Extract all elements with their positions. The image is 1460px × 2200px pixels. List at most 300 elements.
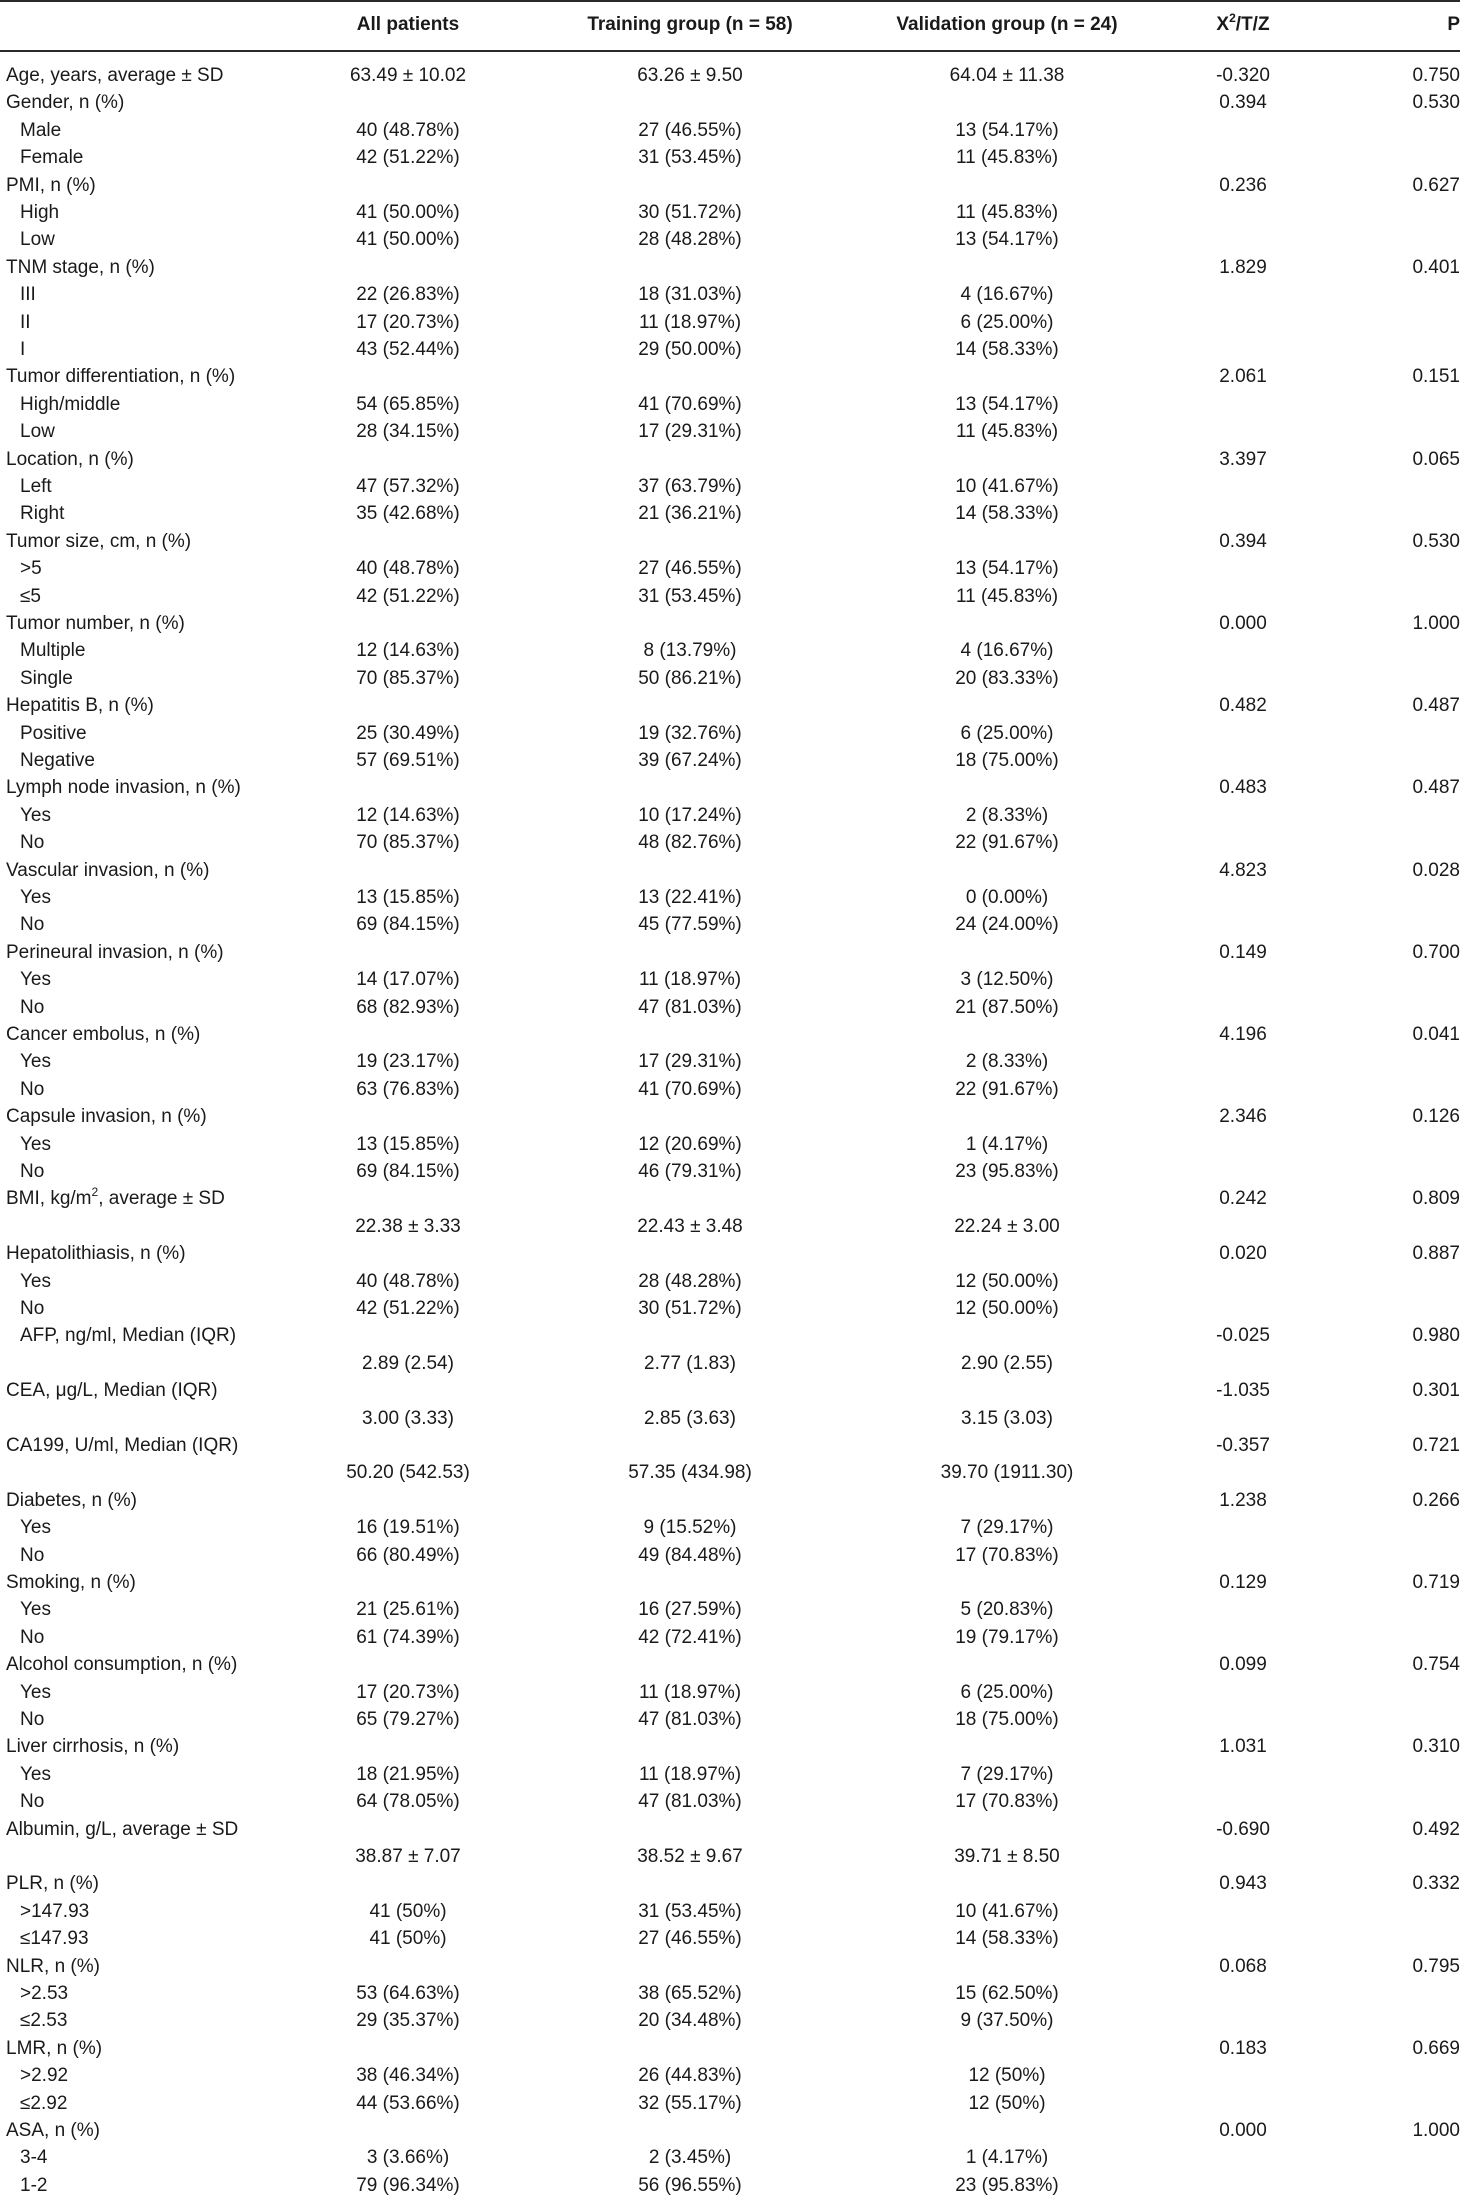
- table-row: [0, 555, 1460, 582]
- row-label: Yes: [20, 969, 51, 991]
- row-label: Negative: [20, 750, 95, 771]
- cell-validation: 18 (75.00%): [955, 750, 1059, 771]
- cell-statistic: 0.149: [1219, 941, 1267, 963]
- cell-training: 18 (31.03%): [638, 284, 742, 306]
- cell-training: 47 (81.03%): [638, 996, 742, 1018]
- cell-training: 28 (48.28%): [638, 1270, 742, 1292]
- cell-all-patients: 35 (42.68%): [356, 503, 460, 525]
- cell-validation: 4 (16.67%): [960, 640, 1054, 662]
- cell-training: 2 (3.45%): [648, 2147, 732, 2169]
- row-label: Capsule invasion, n (%): [6, 1106, 207, 1128]
- row-label: Cancer embolus, n (%): [6, 1024, 201, 1045]
- cell-statistic: 0.483: [1219, 777, 1267, 799]
- cell-training: 48 (82.76%): [638, 832, 742, 854]
- row-label: No: [20, 996, 45, 1018]
- cell-all-patients: 12 (14.63%): [356, 804, 460, 826]
- table-row: [0, 692, 1460, 719]
- cell-statistic: 0.000: [1219, 613, 1267, 634]
- cell-training: 10 (17.24%): [638, 804, 742, 826]
- row-label: Vascular invasion, n (%): [6, 859, 210, 881]
- cell-training: 38 (65.52%): [638, 1983, 742, 2004]
- cell-all-patients: 63.49 ± 10.02: [349, 65, 467, 86]
- cell-all-patients: 25 (30.49%): [356, 722, 460, 744]
- cell-validation: 13 (54.17%): [955, 393, 1059, 415]
- cell-validation: 11 (45.83%): [955, 202, 1059, 223]
- cell-training: 37 (63.79%): [638, 476, 742, 497]
- cell-all-patients: 40 (48.78%): [356, 1270, 460, 1292]
- cell-validation: 6 (25.00%): [960, 311, 1054, 333]
- cell-all-patients: 19 (23.17%): [356, 1051, 460, 1073]
- cell-all-patients: 61 (74.39%): [356, 1626, 460, 1648]
- cell-training: 46 (79.31%): [638, 1161, 742, 1182]
- cell-p-value: 0.721: [1412, 1435, 1460, 1456]
- cell-training: 12 (20.69%): [638, 1133, 742, 1155]
- row-label: AFP, ng/ml, Median (IQR): [20, 1325, 237, 1347]
- row-label: Female: [20, 147, 84, 169]
- cell-training: 17 (29.31%): [638, 1051, 742, 1073]
- cell-statistic: -1.035: [1216, 1380, 1270, 1402]
- cell-training: 49 (84.48%): [638, 1544, 742, 1566]
- row-label: Tumor number, n (%): [6, 613, 185, 634]
- cell-p-value: 0.487: [1412, 695, 1460, 717]
- cell-p-value: 0.669: [1412, 2037, 1460, 2059]
- header-rule: [0, 50, 1460, 52]
- cell-p-value: 1.000: [1412, 2120, 1460, 2141]
- cell-statistic: -0.025: [1216, 1325, 1270, 1347]
- table-row: [0, 336, 1460, 363]
- cell-statistic: -0.690: [1216, 1818, 1270, 1840]
- table-row: [0, 857, 1460, 884]
- table-row: [0, 774, 1460, 801]
- cell-statistic: -0.320: [1216, 65, 1270, 86]
- cell-statistic: 0.394: [1219, 92, 1267, 114]
- cell-training: 11 (18.97%): [638, 969, 742, 991]
- row-label: ≤147.93: [20, 1928, 89, 1950]
- cell-p-value: 0.530: [1412, 92, 1460, 114]
- table-row: [0, 528, 1460, 555]
- cell-all-patients: 16 (19.51%): [356, 1517, 460, 1539]
- cell-p-value: 0.809: [1412, 1188, 1460, 1210]
- cell-all-patients: 2.89 (2.54): [362, 1352, 454, 1374]
- row-label: No: [20, 1626, 45, 1648]
- row-label: 1-2: [20, 2174, 48, 2196]
- cell-training: 11 (18.97%): [638, 1763, 742, 1785]
- cell-validation: 24 (24.00%): [955, 914, 1059, 936]
- cell-training: 27 (46.55%): [638, 558, 742, 580]
- cell-validation: 17 (70.83%): [955, 1544, 1059, 1566]
- row-label: >2.53: [20, 1983, 69, 2004]
- cell-p-value: 0.719: [1412, 1572, 1460, 1593]
- cell-p-value: 0.332: [1412, 1873, 1460, 1895]
- cell-statistic: 0.099: [1219, 1654, 1267, 1676]
- table-row: [0, 117, 1460, 144]
- cell-all-patients: 42 (51.22%): [356, 1298, 460, 1319]
- cell-validation: 1 (4.17%): [965, 2147, 1049, 2169]
- row-label: Yes: [20, 1517, 51, 1539]
- row-label: Tumor differentiation, n (%): [6, 366, 236, 388]
- cell-all-patients: 54 (65.85%): [356, 393, 460, 415]
- cell-validation: 13 (54.17%): [955, 119, 1059, 141]
- cell-p-value: 0.795: [1412, 1955, 1460, 1977]
- row-label: No: [20, 914, 45, 936]
- row-label: Yes: [20, 1763, 51, 1785]
- row-label: Gender, n (%): [6, 92, 125, 114]
- row-label: Yes: [20, 887, 51, 908]
- cell-training: 63.26 ± 9.50: [637, 65, 743, 86]
- row-label: No: [20, 1544, 45, 1566]
- cell-statistic: 0.242: [1219, 1188, 1267, 1210]
- row-label: Low: [20, 229, 55, 251]
- cell-statistic: 4.196: [1219, 1024, 1267, 1045]
- table-row: [0, 500, 1460, 527]
- row-label: No: [20, 1709, 45, 1730]
- cell-training: 47 (81.03%): [638, 1709, 742, 1730]
- cell-validation: 13 (54.17%): [955, 229, 1059, 251]
- cell-validation: 3.15 (3.03): [961, 1407, 1053, 1429]
- table-row: [0, 473, 1460, 500]
- cell-p-value: 0.750: [1412, 65, 1460, 86]
- table-row: [0, 665, 1460, 692]
- table-row: [0, 911, 1460, 938]
- table-row: [0, 1185, 1460, 1212]
- cell-all-patients: 38 (46.34%): [356, 2065, 460, 2087]
- cell-p-value: 1.000: [1412, 613, 1460, 634]
- cell-all-patients: 63 (76.83%): [356, 1078, 460, 1100]
- cell-all-patients: 41 (50%): [369, 1928, 447, 1950]
- cell-statistic: 0.183: [1219, 2037, 1267, 2059]
- table-row: [0, 966, 1460, 993]
- row-label: II: [20, 311, 31, 333]
- cell-training: 41 (70.69%): [638, 393, 742, 415]
- cell-all-patients: 41 (50.00%): [356, 229, 460, 251]
- row-label: Left: [20, 476, 52, 497]
- cell-training: 16 (27.59%): [638, 1599, 742, 1621]
- table-row: [0, 62, 1460, 89]
- row-label: ≤2.92: [20, 2092, 68, 2114]
- table-row: [0, 1569, 1460, 1596]
- cell-all-patients: 21 (25.61%): [356, 1599, 460, 1621]
- cell-statistic: 0.482: [1219, 695, 1267, 717]
- cell-training: 13 (22.41%): [638, 887, 742, 908]
- table-row: [0, 1624, 1460, 1651]
- cell-all-patients: 3.00 (3.33): [362, 1407, 454, 1429]
- table-row: [0, 1733, 1460, 1760]
- cell-statistic: 3.397: [1219, 448, 1267, 470]
- cell-all-patients: 40 (48.78%): [356, 558, 460, 580]
- table-row: [0, 1021, 1460, 1048]
- table-row: [0, 1788, 1460, 1815]
- table-row: [0, 2172, 1460, 2199]
- row-label: Lymph node invasion, n (%): [6, 777, 241, 799]
- cell-validation: 12 (50%): [968, 2065, 1046, 2087]
- row-label: Yes: [20, 1681, 51, 1703]
- cell-p-value: 0.980: [1412, 1325, 1460, 1347]
- cell-validation: 21 (87.50%): [955, 996, 1059, 1018]
- cell-statistic: 0.000: [1219, 2120, 1267, 2141]
- table-row: [0, 1651, 1460, 1678]
- cell-statistic: -0.357: [1216, 1435, 1270, 1456]
- cell-validation: 7 (29.17%): [960, 1517, 1054, 1539]
- table-row: [0, 1131, 1460, 1158]
- row-label: Diabetes, n (%): [6, 1489, 137, 1511]
- row-label: Multiple: [20, 640, 86, 662]
- cell-training: 47 (81.03%): [638, 1791, 742, 1813]
- row-label: Hepatolithiasis, n (%): [6, 1243, 186, 1265]
- table-row: [0, 363, 1460, 390]
- cell-validation: 2 (8.33%): [965, 1051, 1049, 1073]
- table-row: [0, 1514, 1460, 1541]
- cell-p-value: 0.754: [1412, 1654, 1460, 1676]
- cell-validation: 39.71 ± 8.50: [954, 1846, 1060, 1867]
- row-label: No: [20, 1298, 45, 1319]
- row-label: PLR, n (%): [6, 1873, 99, 1895]
- table-row: [0, 254, 1460, 281]
- cell-all-patients: 17 (20.73%): [356, 311, 460, 333]
- cell-validation: 22 (91.67%): [955, 832, 1059, 854]
- cell-validation: 1 (4.17%): [965, 1133, 1049, 1155]
- cell-training: 42 (72.41%): [638, 1626, 742, 1648]
- row-label: Yes: [20, 1051, 51, 1073]
- cell-all-patients: 47 (57.32%): [356, 476, 460, 497]
- cell-training: 26 (44.83%): [638, 2065, 742, 2087]
- cell-p-value: 0.700: [1412, 941, 1460, 963]
- cell-all-patients: 14 (17.07%): [356, 969, 460, 991]
- row-label: III: [20, 284, 36, 306]
- cell-all-patients: 41 (50.00%): [356, 202, 460, 223]
- header-statistic: $X^2/T/Z$: [1216, 11, 1270, 35]
- row-label: Tumor size, cm, n (%): [6, 530, 192, 552]
- cell-training: 30 (51.72%): [638, 1298, 742, 1319]
- cell-training: 50 (86.21%): [638, 667, 742, 689]
- cell-p-value: 0.310: [1412, 1736, 1460, 1758]
- table-row: [0, 418, 1460, 445]
- cell-p-value: 0.887: [1412, 1243, 1460, 1265]
- cell-statistic: 1.031: [1219, 1736, 1267, 1758]
- header-p-value: P: [1447, 14, 1460, 35]
- cell-p-value: 0.487: [1412, 777, 1460, 799]
- table-row: [0, 1158, 1460, 1185]
- row-label: Yes: [20, 1133, 51, 1155]
- cell-training: 17 (29.31%): [638, 421, 742, 443]
- table-row: [0, 1377, 1460, 1404]
- row-label: Smoking, n (%): [6, 1572, 136, 1593]
- row-label: ASA, n (%): [6, 2120, 100, 2141]
- row-label: 3-4: [20, 2147, 48, 2169]
- cell-validation: 17 (70.83%): [955, 1791, 1059, 1813]
- table-row: [0, 2090, 1460, 2117]
- table-row: [0, 2007, 1460, 2034]
- table-row: [0, 583, 1460, 610]
- header-row: [0, 11, 1460, 38]
- table-row: [0, 1240, 1460, 1267]
- cell-statistic: 0.236: [1219, 174, 1267, 196]
- table-row: [0, 1268, 1460, 1295]
- cell-statistic: 1.829: [1219, 256, 1267, 278]
- cell-all-patients: 22 (26.83%): [356, 284, 460, 306]
- row-label: CA199, U/ml, Median (IQR): [6, 1435, 239, 1456]
- cell-all-patients: 69 (84.15%): [356, 914, 460, 936]
- cell-validation: 22 (91.67%): [955, 1078, 1059, 1100]
- cell-validation: 14 (58.33%): [955, 503, 1059, 525]
- cell-validation: 2 (8.33%): [965, 804, 1049, 826]
- row-label: No: [20, 832, 45, 854]
- cell-all-patients: 42 (51.22%): [356, 585, 460, 607]
- cell-all-patients: 50.20 (542.53): [346, 1462, 470, 1484]
- table-row: [0, 2117, 1460, 2144]
- cell-training: 27 (46.55%): [638, 1928, 742, 1950]
- cell-p-value: 0.492: [1412, 1818, 1460, 1840]
- table-row: [0, 1980, 1460, 2007]
- cell-all-patients: 29 (35.37%): [356, 2010, 460, 2032]
- table-row: [0, 1843, 1460, 1870]
- cell-all-patients: 13 (15.85%): [356, 887, 460, 908]
- cell-validation: 64.04 ± 11.38: [949, 65, 1065, 86]
- row-label: Albumin, g/L, average ± SD: [6, 1818, 239, 1840]
- cell-all-patients: 66 (80.49%): [356, 1544, 460, 1566]
- table-row: [0, 610, 1460, 637]
- table-row: [0, 1870, 1460, 1897]
- cell-training: 21 (36.21%): [638, 503, 742, 525]
- cell-validation: 11 (45.83%): [955, 147, 1059, 169]
- cell-training: 57.35 (434.98): [628, 1462, 752, 1484]
- cell-p-value: 0.301: [1412, 1380, 1460, 1402]
- table-row: [0, 1706, 1460, 1733]
- cell-all-patients: 69 (84.15%): [356, 1161, 460, 1182]
- table-row: [0, 884, 1460, 911]
- cell-statistic: 0.068: [1219, 1955, 1267, 1977]
- row-label: I: [20, 339, 26, 360]
- cell-training: 29 (50.00%): [638, 339, 742, 360]
- row-label: No: [20, 1161, 45, 1182]
- cell-statistic: 1.238: [1219, 1489, 1267, 1511]
- row-label: TNM stage, n (%): [6, 256, 155, 278]
- cell-validation: 12 (50%): [968, 2092, 1046, 2114]
- row-label: Location, n (%): [6, 448, 134, 470]
- table-row: [0, 1048, 1460, 1075]
- row-label: Yes: [20, 804, 51, 826]
- row-label: High: [20, 202, 60, 223]
- row-label: Perineural invasion, n (%): [6, 941, 224, 963]
- cell-all-patients: 13 (15.85%): [356, 1133, 460, 1155]
- cell-statistic: 0.020: [1219, 1243, 1267, 1265]
- cell-training: 11 (18.97%): [638, 1681, 742, 1703]
- cell-all-patients: 79 (96.34%): [356, 2174, 460, 2196]
- cell-validation: 20 (83.33%): [955, 667, 1059, 689]
- table-row: [0, 802, 1460, 829]
- cell-validation: 12 (50.00%): [955, 1270, 1059, 1292]
- row-label: Positive: [20, 722, 87, 744]
- row-label: >5: [20, 558, 42, 580]
- row-label: No: [20, 1791, 45, 1813]
- table-row: [0, 2144, 1460, 2171]
- cell-validation: 22.24 ± 3.00: [954, 1215, 1060, 1237]
- table-row: [0, 1542, 1460, 1569]
- table-row: [0, 172, 1460, 199]
- row-label: ≤5: [20, 585, 41, 607]
- header-all-patients: All patients: [356, 14, 460, 35]
- cell-validation: 9 (37.50%): [960, 2010, 1054, 2032]
- cell-validation: 10 (41.67%): [955, 1900, 1059, 1922]
- cell-training: 38.52 ± 9.67: [637, 1846, 743, 1867]
- row-label: Right: [20, 503, 65, 525]
- row-label: CEA, μg/L, Median (IQR): [6, 1380, 218, 1402]
- cell-training: 31 (53.45%): [638, 1900, 742, 1922]
- header-validation-group: Validation group (n = 24): [896, 14, 1118, 35]
- table-row: [0, 1898, 1460, 1925]
- cell-training: 20 (34.48%): [638, 2010, 742, 2032]
- cell-statistic: 4.823: [1219, 859, 1267, 881]
- cell-training: 31 (53.45%): [638, 585, 742, 607]
- top-rule: [0, 0, 1460, 2]
- cell-statistic: 2.061: [1219, 366, 1267, 388]
- row-label: Single: [20, 667, 73, 689]
- cell-validation: 4 (16.67%): [960, 284, 1054, 306]
- cell-all-patients: 68 (82.93%): [356, 996, 460, 1018]
- cell-p-value: 0.028: [1412, 859, 1460, 881]
- cell-validation: 2.90 (2.55): [961, 1352, 1053, 1374]
- row-label: ≤2.53: [20, 2010, 68, 2032]
- row-label: Hepatitis B, n (%): [6, 695, 154, 717]
- table-row: [0, 1213, 1460, 1240]
- table-row: [0, 1596, 1460, 1623]
- cell-p-value: 0.266: [1412, 1489, 1460, 1511]
- header-training-group: Training group (n = 58): [587, 14, 793, 35]
- table-row: [0, 226, 1460, 253]
- cell-statistic: 0.943: [1219, 1873, 1267, 1895]
- cell-all-patients: 44 (53.66%): [356, 2092, 460, 2114]
- row-label: LMR, n (%): [6, 2037, 103, 2059]
- cell-training: 28 (48.28%): [638, 229, 742, 251]
- table-row: [0, 446, 1460, 473]
- cell-all-patients: 17 (20.73%): [356, 1681, 460, 1703]
- row-label: BMI, $kg/m^2$, average ± SD: [6, 1185, 225, 1210]
- table-row: [0, 89, 1460, 116]
- row-label: Liver cirrhosis, n (%): [6, 1736, 180, 1758]
- cell-training: 31 (53.45%): [638, 147, 742, 169]
- cell-training: 22.43 ± 3.48: [637, 1215, 743, 1237]
- cell-validation: 11 (45.83%): [955, 421, 1059, 443]
- table-row: [0, 1925, 1460, 1952]
- cell-training: 32 (55.17%): [638, 2092, 742, 2114]
- cell-p-value: 0.126: [1412, 1106, 1460, 1128]
- table-row: [0, 1350, 1460, 1377]
- cell-all-patients: 28 (34.15%): [356, 421, 460, 443]
- cell-p-value: 0.041: [1412, 1024, 1460, 1045]
- row-label: >2.92: [20, 2065, 69, 2087]
- table-row: [0, 747, 1460, 774]
- cell-validation: 11 (45.83%): [955, 585, 1059, 607]
- table-row: [0, 637, 1460, 664]
- cell-all-patients: 3 (3.66%): [366, 2147, 450, 2169]
- cell-all-patients: 43 (52.44%): [356, 339, 460, 360]
- table-row: [0, 829, 1460, 856]
- cell-p-value: 0.151: [1412, 366, 1460, 388]
- cell-validation: 13 (54.17%): [955, 558, 1059, 580]
- table-row: [0, 1816, 1460, 1843]
- cell-training: 45 (77.59%): [638, 914, 742, 936]
- row-label: PMI, n (%): [6, 174, 96, 196]
- cell-all-patients: 65 (79.27%): [356, 1709, 460, 1730]
- cell-validation: 12 (50.00%): [955, 1298, 1059, 1319]
- cell-statistic: 0.129: [1219, 1572, 1267, 1593]
- cell-validation: 15 (62.50%): [955, 1983, 1059, 2004]
- cell-validation: 10 (41.67%): [955, 476, 1059, 497]
- table-row: [0, 2035, 1460, 2062]
- table-row: [0, 1679, 1460, 1706]
- row-label: Yes: [20, 1599, 51, 1621]
- table-row: [0, 144, 1460, 171]
- table-row: [0, 1103, 1460, 1130]
